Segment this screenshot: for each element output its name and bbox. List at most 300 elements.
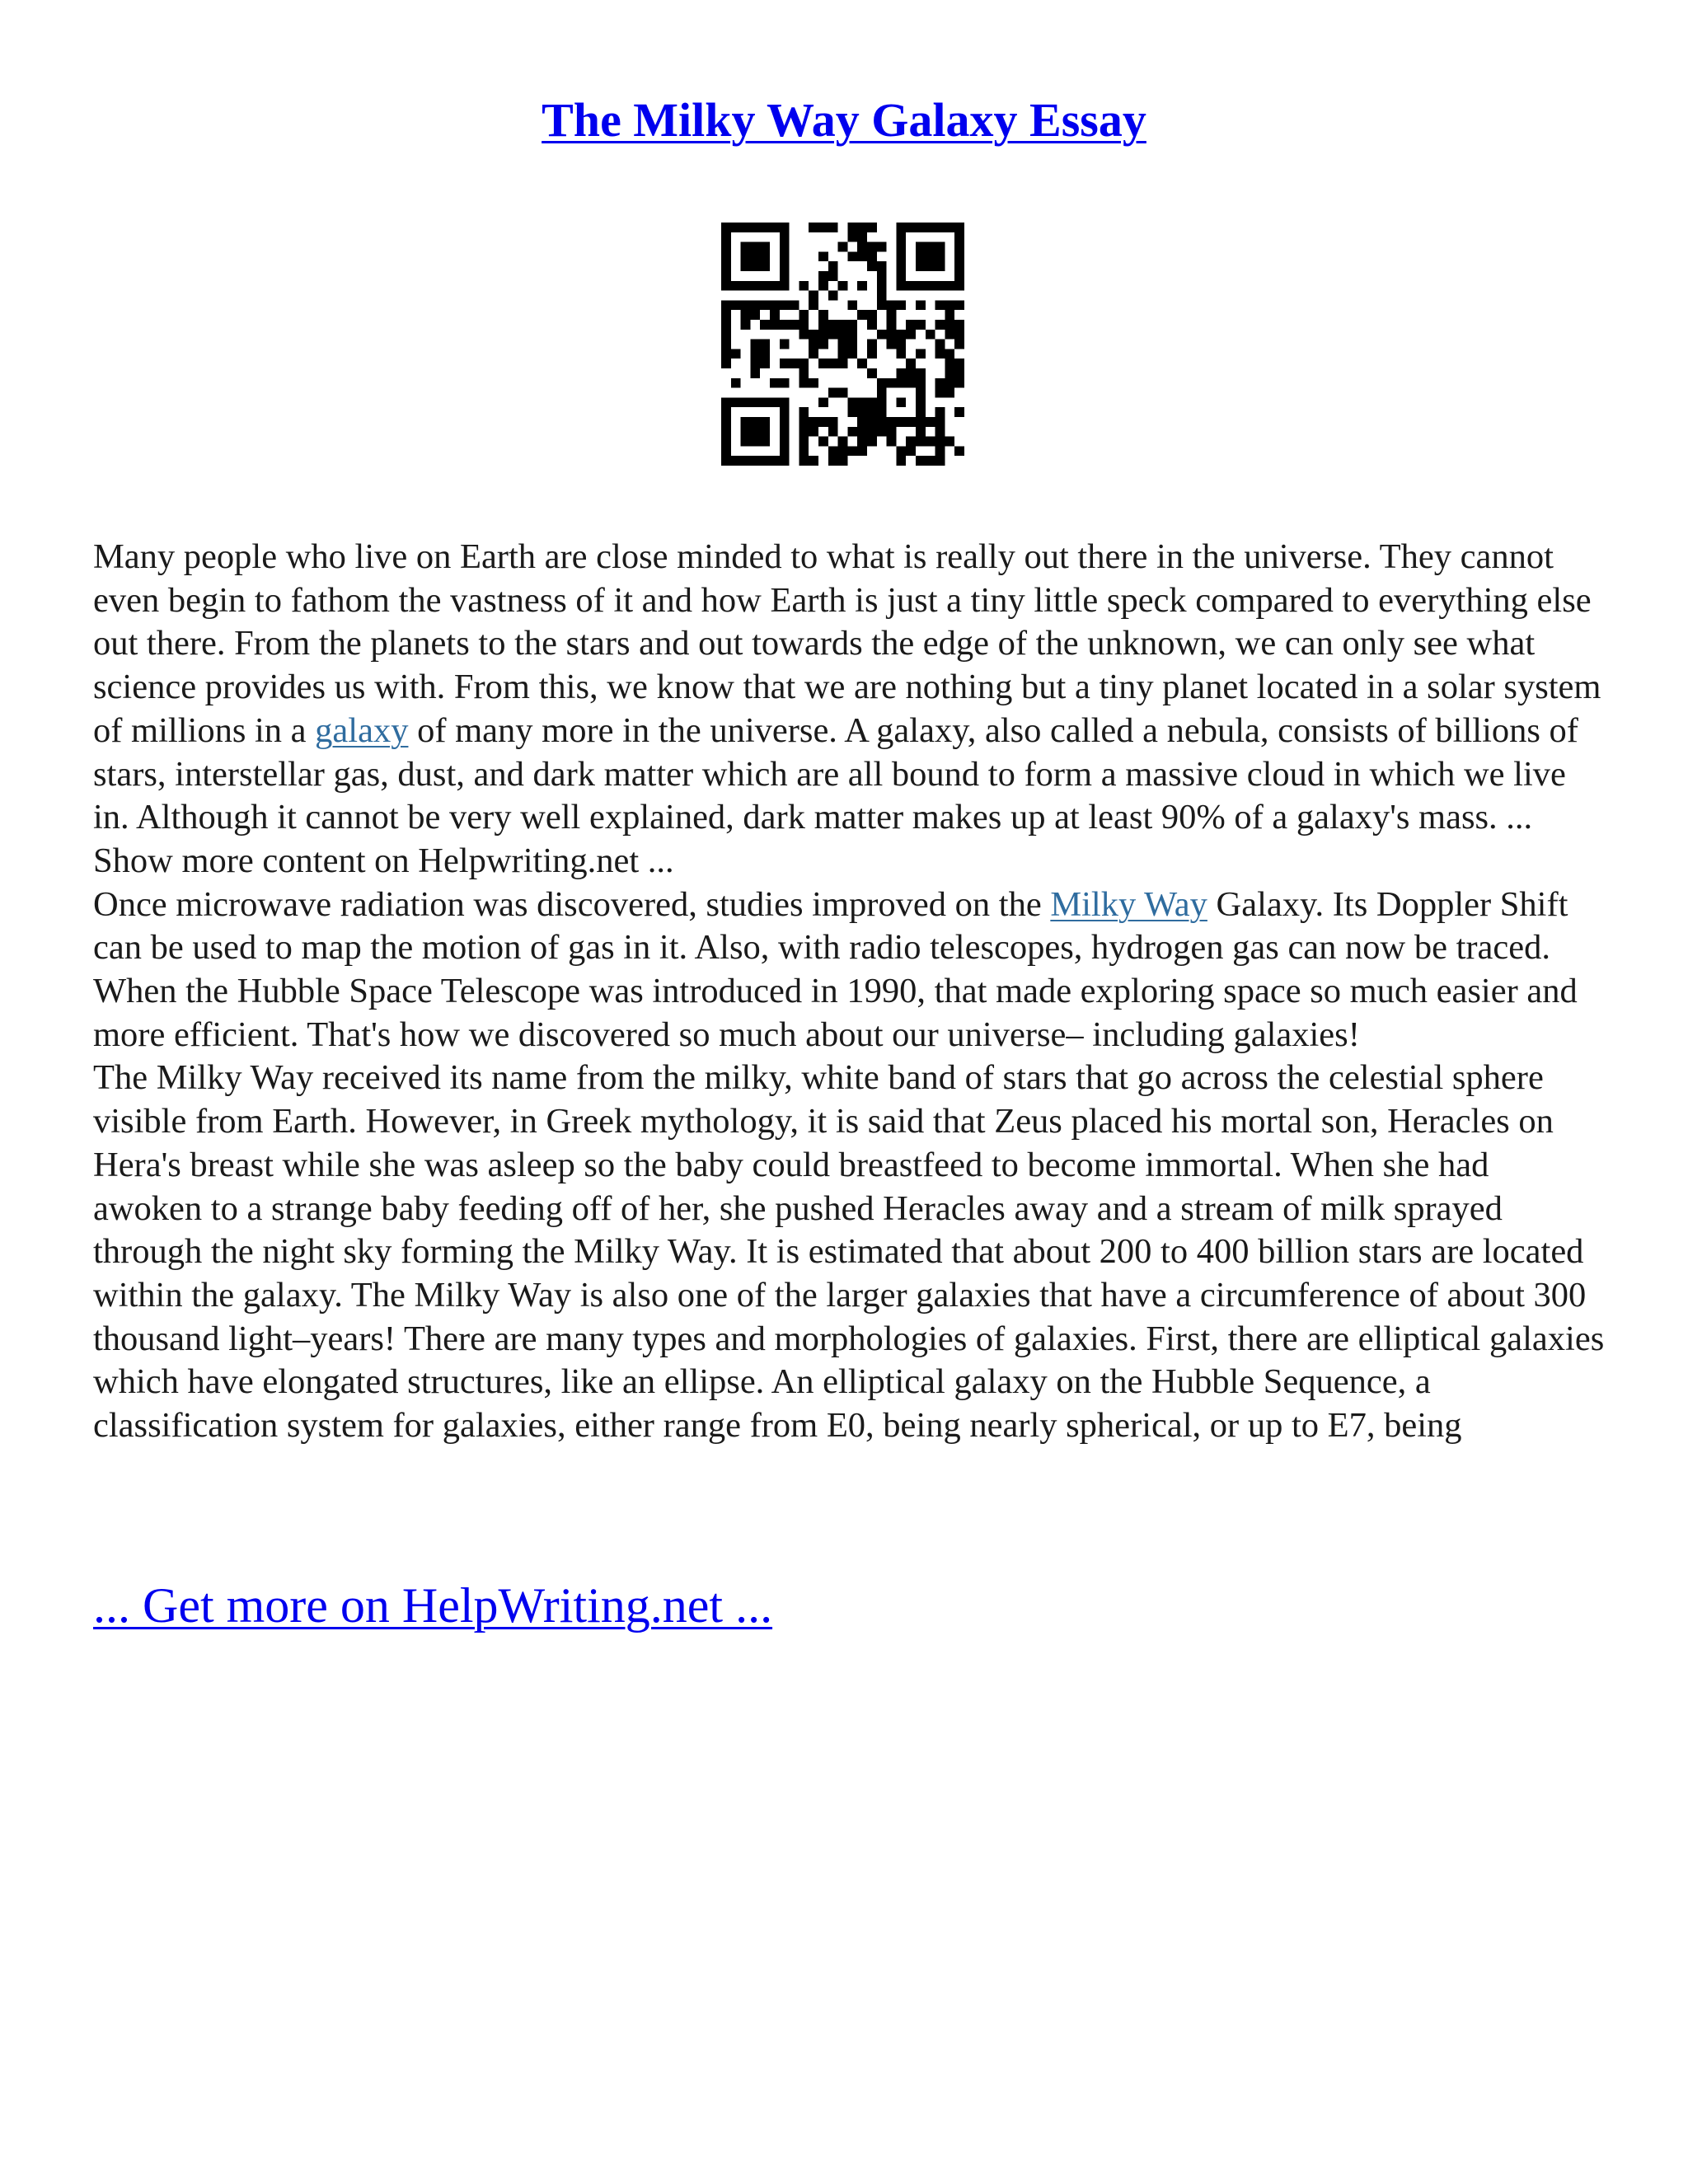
qr-module <box>867 397 877 407</box>
qr-module <box>877 281 887 291</box>
qr-module <box>721 251 731 261</box>
qr-module <box>896 417 906 427</box>
qr-module <box>721 300 731 310</box>
qr-module <box>770 223 780 232</box>
qr-module <box>760 261 770 271</box>
qr-module <box>760 437 770 447</box>
qr-module <box>780 417 790 427</box>
qr-module <box>760 281 770 291</box>
qr-module <box>770 456 780 466</box>
qr-module <box>838 281 848 291</box>
qr-module <box>896 232 906 242</box>
qr-module <box>954 320 964 330</box>
qr-module <box>770 281 780 291</box>
qr-module <box>945 281 954 291</box>
qr-module <box>906 417 916 427</box>
qr-module <box>721 330 731 340</box>
qr-module <box>780 300 790 310</box>
qr-module <box>916 281 926 291</box>
qr-module <box>877 417 887 427</box>
qr-module <box>935 223 945 232</box>
qr-module <box>916 300 926 310</box>
qr-module <box>780 437 790 447</box>
qr-module <box>818 251 828 261</box>
qr-module <box>721 407 731 417</box>
qr-module <box>896 456 906 466</box>
qr-module <box>721 271 731 281</box>
qr-module <box>731 456 741 466</box>
qr-module <box>790 359 799 368</box>
qr-module <box>877 261 887 271</box>
qr-module <box>887 310 897 320</box>
qr-module <box>916 456 926 466</box>
qr-module <box>760 223 770 232</box>
qr-module <box>896 251 906 261</box>
qr-module <box>750 368 760 378</box>
qr-module <box>877 378 887 388</box>
qr-module <box>945 310 954 320</box>
qr-module <box>867 407 877 417</box>
paragraph-2-text-a: Once microwave radiation was discovered, studies improved on the <box>93 884 1051 924</box>
qr-module <box>741 310 751 320</box>
qr-module <box>867 349 877 359</box>
qr-module <box>926 261 935 271</box>
qr-module <box>741 437 751 447</box>
qr-module <box>721 437 731 447</box>
qr-module <box>750 417 760 427</box>
qr-module <box>954 330 964 340</box>
qr-module <box>916 368 926 378</box>
qr-module <box>906 359 916 368</box>
qr-module <box>828 456 838 466</box>
qr-module <box>721 232 731 242</box>
qr-module <box>857 281 867 291</box>
qr-module <box>721 242 731 252</box>
qr-module <box>916 417 926 427</box>
qr-module <box>926 242 935 252</box>
qr-module <box>945 437 954 447</box>
qr-module <box>954 281 964 291</box>
qr-module <box>760 427 770 437</box>
qr-module <box>887 330 897 340</box>
qr-module <box>847 251 857 261</box>
qr-module <box>760 397 770 407</box>
qr-module <box>799 427 809 437</box>
qr-module <box>731 223 741 232</box>
qr-module <box>721 261 731 271</box>
qr-module <box>780 427 790 437</box>
qr-module <box>818 320 828 330</box>
get-more-link[interactable]: ... Get more on HelpWriting.net ... <box>93 1578 773 1633</box>
qr-module <box>877 300 887 310</box>
qr-module <box>877 291 887 301</box>
qr-module <box>760 242 770 252</box>
qr-module <box>847 330 857 340</box>
qr-module <box>828 388 838 398</box>
qr-module <box>935 242 945 252</box>
qr-module <box>838 359 848 368</box>
qr-module <box>799 456 809 466</box>
qr-module <box>857 242 867 252</box>
qr-module <box>780 281 790 291</box>
qr-module <box>770 320 780 330</box>
qr-module <box>916 407 926 417</box>
qr-module <box>721 417 731 427</box>
qr-module <box>916 437 926 447</box>
qr-module <box>818 330 828 340</box>
qr-module <box>916 223 926 232</box>
qr-module <box>828 223 838 232</box>
qr-module <box>896 349 906 359</box>
qr-module <box>721 359 731 368</box>
qr-module <box>954 271 964 281</box>
qr-module <box>741 261 751 271</box>
qr-module <box>750 456 760 466</box>
qr-module <box>935 407 945 417</box>
qr-module <box>887 417 897 427</box>
qr-module <box>926 437 935 447</box>
qr-module <box>750 437 760 447</box>
qr-module <box>935 300 945 310</box>
qr-module <box>916 242 926 252</box>
qr-module <box>799 281 809 291</box>
qr-module <box>750 251 760 261</box>
qr-module <box>809 456 818 466</box>
qr-module <box>857 446 867 456</box>
qr-module <box>770 397 780 407</box>
qr-module <box>867 251 877 261</box>
qr-module <box>741 427 751 437</box>
qr-module <box>877 242 887 252</box>
qr-module <box>935 378 945 388</box>
qr-module <box>935 446 945 456</box>
qr-module <box>945 368 954 378</box>
qr-module <box>750 359 760 368</box>
paragraph-1-text-b: of many more in the universe. A galaxy, also called a nebula, consists of billions of stars, interstellar gas, dust, and dark matter which are all bound to form a massive cloud in which we live in. Although it cannot be very well explained, dark matter makes up at least 90% of a galaxy's mass. ... Show more content on Helpwriting.net ... <box>93 710 1578 880</box>
qr-module <box>721 223 731 232</box>
qr-module <box>799 378 809 388</box>
qr-module <box>867 310 877 320</box>
qr-module <box>760 340 770 349</box>
qr-module <box>760 456 770 466</box>
qr-module <box>906 378 916 388</box>
qr-module <box>906 320 916 330</box>
qr-module <box>847 340 857 349</box>
qr-module <box>954 223 964 232</box>
qr-module <box>828 446 838 456</box>
qr-module <box>867 242 877 252</box>
qr-module <box>896 330 906 340</box>
qr-module <box>750 397 760 407</box>
qr-module <box>809 340 818 349</box>
qr-module <box>935 261 945 271</box>
qr-module <box>847 223 857 232</box>
qr-module <box>838 330 848 340</box>
qr-module <box>838 388 848 398</box>
qr-module <box>847 446 857 456</box>
qr-module <box>916 397 926 407</box>
qr-module <box>760 417 770 427</box>
qr-module <box>750 223 760 232</box>
qr-module <box>809 427 818 437</box>
qr-module <box>867 223 877 232</box>
qr-module <box>828 320 838 330</box>
qr-code-icon <box>721 223 964 466</box>
qr-module <box>896 340 906 349</box>
qr-module <box>780 340 790 349</box>
qr-module <box>741 223 751 232</box>
qr-module <box>887 427 897 437</box>
page-title <box>0 89 1688 152</box>
qr-module <box>887 437 897 447</box>
qr-module <box>828 330 838 340</box>
qr-module <box>741 251 751 261</box>
qr-module <box>867 427 877 437</box>
qr-module <box>780 456 790 466</box>
qr-module <box>750 349 760 359</box>
qr-module <box>721 427 731 437</box>
qr-module <box>838 340 848 349</box>
qr-module <box>741 242 751 252</box>
qr-module <box>809 223 818 232</box>
qr-module <box>935 349 945 359</box>
qr-module <box>916 320 926 330</box>
qr-module <box>838 437 848 447</box>
qr-module <box>780 378 790 388</box>
qr-module <box>877 397 887 407</box>
qr-module <box>877 427 887 437</box>
qr-module <box>818 417 828 427</box>
qr-module <box>838 320 848 330</box>
qr-module <box>731 349 741 359</box>
qr-module <box>926 223 935 232</box>
qr-module <box>799 320 809 330</box>
qr-module <box>799 407 809 417</box>
qr-module <box>945 223 954 232</box>
qr-module <box>916 349 926 359</box>
qr-module <box>809 330 818 340</box>
qr-module <box>896 271 906 281</box>
qr-module <box>847 320 857 330</box>
qr-module <box>721 397 731 407</box>
qr-module <box>935 340 945 349</box>
qr-module <box>916 427 926 437</box>
qr-module <box>780 261 790 271</box>
qr-module <box>906 330 916 340</box>
qr-module <box>847 349 857 359</box>
qr-module <box>838 242 848 252</box>
qr-module <box>935 456 945 466</box>
qr-module <box>799 417 809 427</box>
qr-module <box>857 251 867 261</box>
qr-module <box>780 251 790 261</box>
paragraph-2 <box>93 883 1606 1057</box>
qr-module <box>857 223 867 232</box>
qr-module <box>780 223 790 232</box>
qr-module <box>935 417 945 427</box>
qr-module <box>867 368 877 378</box>
qr-module <box>867 437 877 447</box>
qr-module <box>770 310 780 320</box>
qr-module <box>887 340 897 349</box>
qr-module <box>867 320 877 330</box>
qr-module <box>945 320 954 330</box>
qr-module <box>828 291 838 301</box>
qr-module <box>935 320 945 330</box>
qr-module <box>916 261 926 271</box>
qr-module <box>838 446 848 456</box>
qr-module <box>818 281 828 291</box>
qr-module <box>809 291 818 301</box>
qr-module <box>750 261 760 271</box>
qr-module <box>916 251 926 261</box>
milky-way-link[interactable]: Milky Way <box>1050 884 1207 924</box>
qr-module <box>896 242 906 252</box>
qr-module <box>828 359 838 368</box>
qr-module <box>828 261 838 271</box>
qr-module <box>809 349 818 359</box>
essay-body <box>93 536 1606 1448</box>
qr-module <box>916 388 926 398</box>
get-more-container <box>93 1574 772 1637</box>
qr-module <box>799 437 809 447</box>
qr-module <box>847 300 857 310</box>
qr-module <box>809 300 818 310</box>
qr-module <box>780 407 790 417</box>
qr-module <box>877 330 887 340</box>
qr-module <box>857 417 867 427</box>
qr-module <box>857 232 867 242</box>
qr-module <box>790 320 799 330</box>
galaxy-link[interactable]: galaxy <box>315 710 409 750</box>
qr-module <box>847 427 857 437</box>
qr-module <box>887 378 897 388</box>
qr-module <box>906 437 916 447</box>
qr-module <box>935 281 945 291</box>
qr-module <box>857 310 867 320</box>
qr-module <box>896 300 906 310</box>
qr-module <box>721 340 731 349</box>
qr-module <box>721 349 731 359</box>
qr-module <box>760 320 770 330</box>
qr-module <box>741 456 751 466</box>
qr-module <box>838 456 848 466</box>
qr-module <box>760 359 770 368</box>
qr-module <box>954 251 964 261</box>
qr-module <box>780 397 790 407</box>
qr-module <box>741 417 751 427</box>
qr-module <box>877 407 887 417</box>
qr-module <box>945 349 954 359</box>
qr-module <box>926 330 935 340</box>
qr-module <box>896 223 906 232</box>
qr-module <box>741 281 751 291</box>
paragraph-2-text-b: Galaxy. Its Doppler Shift can be used to map the motion of gas in it. Also, with radio telescopes, hydrogen gas can now be traced. When the Hubble Space Telescope was introduced in 1990, that made exploring space so much easier and more efficient. That's how we discovered so much about our universe– including galaxies! <box>93 884 1578 1054</box>
qr-module <box>809 417 818 427</box>
qr-module <box>954 300 964 310</box>
paragraph-1 <box>93 536 1606 883</box>
qr-module <box>750 300 760 310</box>
qr-module <box>818 340 828 349</box>
qr-module <box>906 223 916 232</box>
qr-module <box>780 242 790 252</box>
paragraph-1-text-a: Many people who live on Earth are close minded to what is really out there in the universe. They cannot even begin to fathom the vastness of it and how Earth is just a tiny little speck compared to everything else out there. From the planets to the stars and out towards the edge of the unknown, we can only see what science provides us with. From this, we know that we are nothing but a tiny planet located in a solar system of millions in a <box>93 537 1601 750</box>
qr-module <box>790 300 799 310</box>
qr-module <box>721 281 731 291</box>
qr-module <box>916 378 926 388</box>
qr-module <box>896 378 906 388</box>
qr-module <box>954 232 964 242</box>
qr-module <box>750 427 760 437</box>
qr-module <box>877 271 887 281</box>
qr-module <box>818 437 828 447</box>
qr-module <box>731 397 741 407</box>
qr-module <box>945 330 954 340</box>
qr-module <box>721 456 731 466</box>
qr-module <box>780 232 790 242</box>
qr-module <box>857 427 867 437</box>
qr-module <box>857 397 867 407</box>
qr-module <box>818 397 828 407</box>
qr-module <box>799 368 809 378</box>
title-link[interactable]: The Milky Way Galaxy Essay <box>542 93 1146 147</box>
qr-module <box>780 320 790 330</box>
qr-module <box>935 388 945 398</box>
qr-module <box>896 281 906 291</box>
qr-module <box>896 368 906 378</box>
qr-module <box>877 388 887 398</box>
qr-module <box>847 232 857 242</box>
qr-module <box>857 407 867 417</box>
qr-module <box>954 407 964 417</box>
qr-module <box>857 437 867 447</box>
qr-module <box>945 359 954 368</box>
qr-module <box>741 320 751 330</box>
qr-module <box>799 446 809 456</box>
qr-module <box>780 271 790 281</box>
qr-module <box>945 300 954 310</box>
qr-module <box>954 340 964 349</box>
qr-module <box>926 281 935 291</box>
qr-module <box>760 349 770 359</box>
qr-module <box>731 378 741 388</box>
qr-module <box>760 251 770 261</box>
qr-module <box>954 359 964 368</box>
qr-module <box>731 281 741 291</box>
qr-module <box>926 251 935 261</box>
qr-module <box>818 223 828 232</box>
qr-module <box>780 359 790 368</box>
qr-module <box>867 340 877 349</box>
qr-module <box>799 359 809 368</box>
qr-module <box>954 368 964 378</box>
qr-module <box>750 242 760 252</box>
qr-module <box>896 261 906 271</box>
qr-module <box>926 456 935 466</box>
qr-module <box>750 281 760 291</box>
qr-module <box>799 310 809 320</box>
qr-module <box>828 427 838 437</box>
qr-module <box>847 397 857 407</box>
qr-module <box>809 378 818 388</box>
qr-module <box>935 251 945 261</box>
qr-module <box>770 378 780 388</box>
qr-module <box>954 446 964 456</box>
qr-module <box>867 417 877 427</box>
qr-module <box>896 446 906 456</box>
qr-module <box>721 446 731 456</box>
qr-module <box>867 261 877 271</box>
